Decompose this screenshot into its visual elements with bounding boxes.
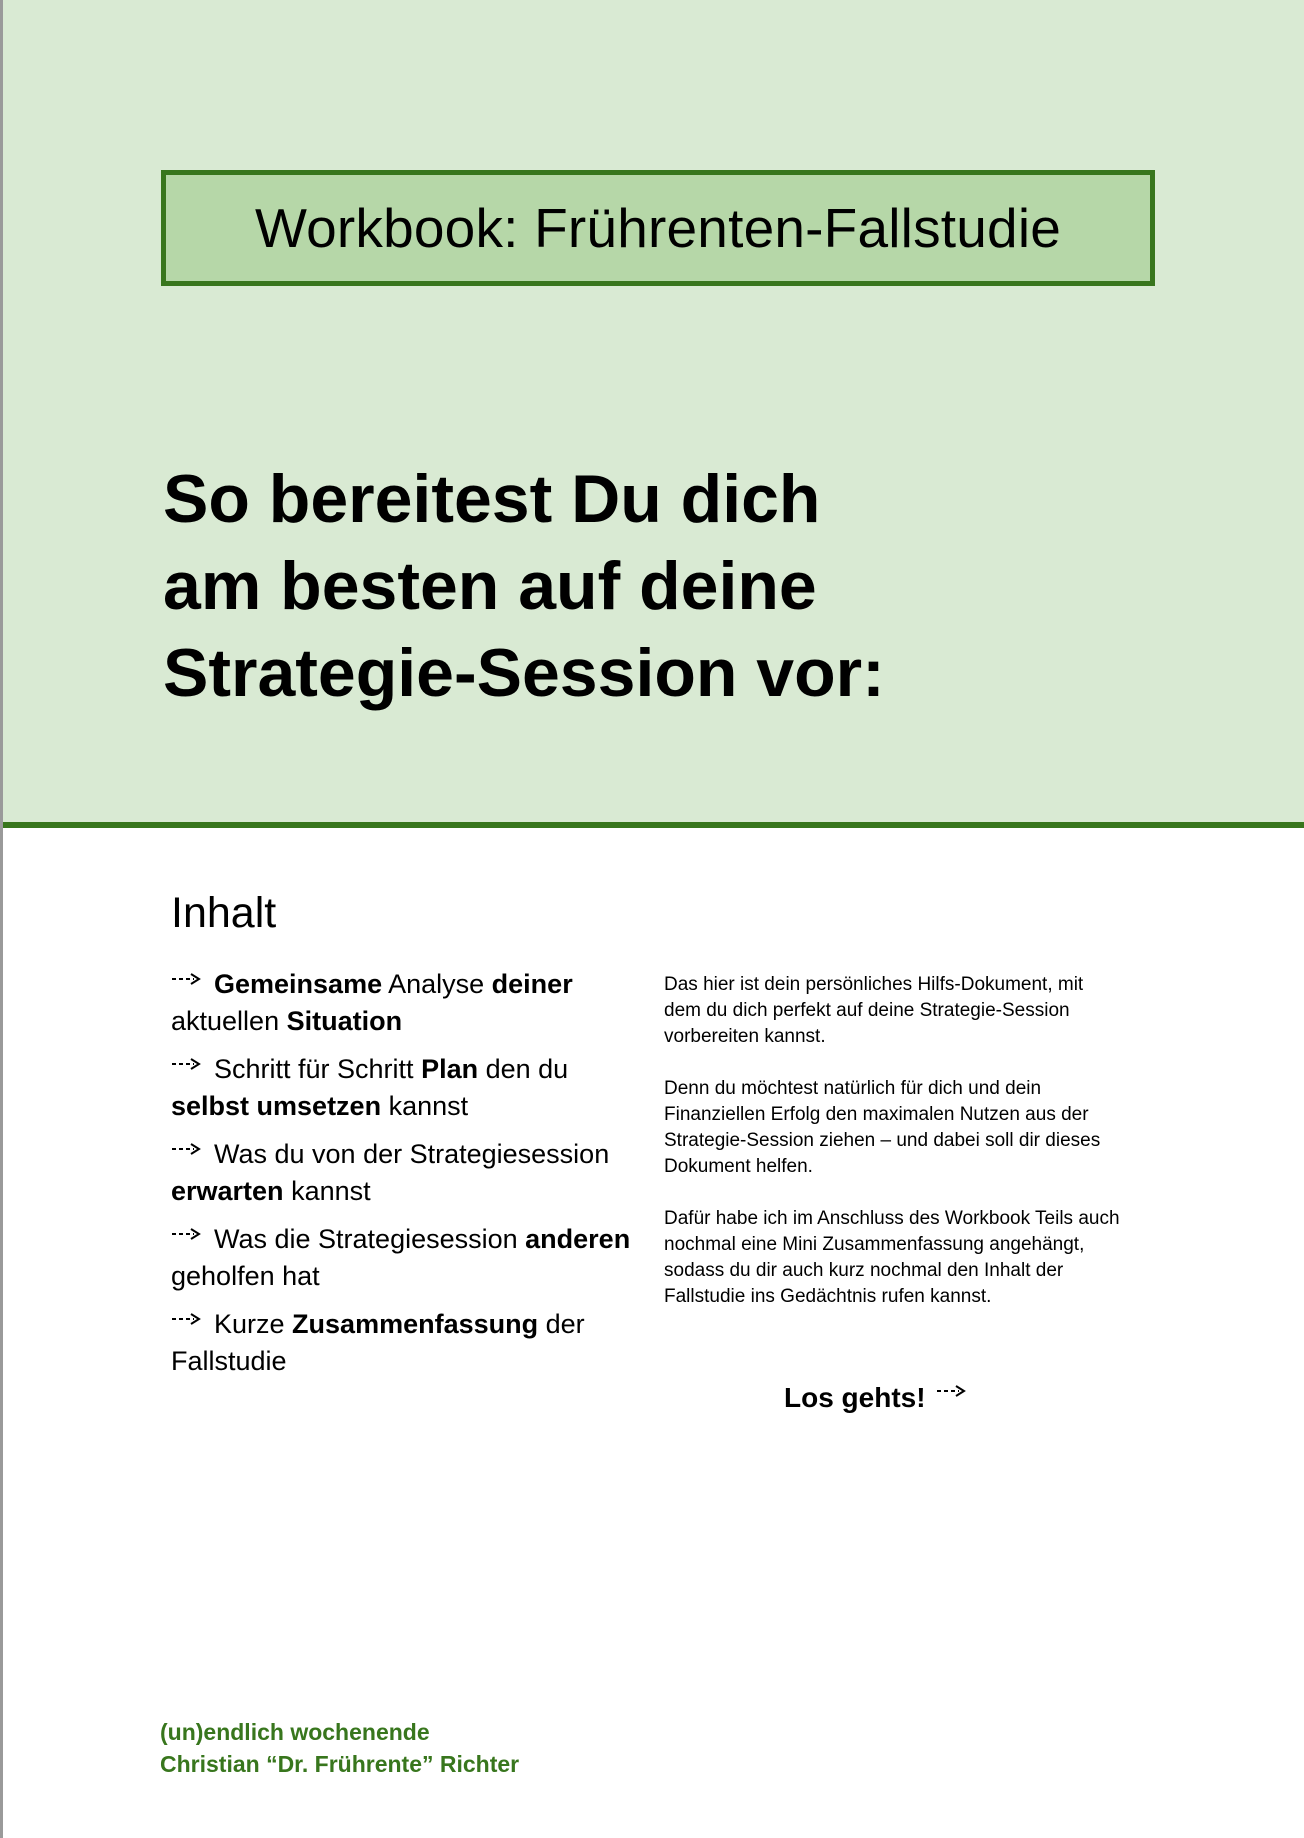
toc-text: aktuellen <box>171 1006 287 1036</box>
intro-paragraph-3: Dafür habe ich im Anschluss des Workbook Teils auch nochmal eine Mini Zusammenfassung angehängt, sodass du dir auch kurz nochmal den Inhalt der Fallstudie ins Gedächtnis rufen kannst. <box>664 1208 1120 1307</box>
toc-text: Schritt für Schritt <box>214 1054 422 1084</box>
toc-text-bold: erwarten <box>171 1176 284 1206</box>
footer-brand: (un)endlich wochenende <box>160 1719 430 1745</box>
dashed-arrow-right-icon <box>171 1056 202 1072</box>
toc-text: Kurze <box>214 1309 293 1339</box>
toc-item <box>171 1136 651 1210</box>
dashed-arrow-right-icon <box>171 971 202 987</box>
toc-text-bold: Zusammenfassung <box>292 1309 539 1339</box>
los-gehts-cta <box>784 1380 967 1416</box>
headline-line-3: Strategie-Session vor: <box>163 635 885 711</box>
toc-text: kannst <box>283 1176 371 1206</box>
dashed-arrow-right-icon <box>171 1141 202 1157</box>
los-gehts-label: Los gehts! <box>784 1382 926 1413</box>
dashed-arrow-right-icon <box>171 1311 202 1327</box>
toc-item <box>171 966 651 1040</box>
toc-text: kannst <box>381 1091 469 1121</box>
toc-text: Was die Strategiesession <box>214 1224 526 1254</box>
document-title: Workbook: Frührenten-Fallstudie <box>254 196 1062 259</box>
headline-line-2: am besten auf deine <box>163 548 817 624</box>
toc-text-bold: Situation <box>286 1006 403 1036</box>
toc-text: geholfen hat <box>171 1261 320 1291</box>
toc-heading: Inhalt <box>171 889 277 937</box>
toc-text: der Fallstudie <box>171 1309 585 1376</box>
footer <box>160 1716 519 1780</box>
toc-text: den du <box>478 1054 569 1084</box>
headline-line-1: So bereitest Du dich <box>163 461 821 537</box>
toc-text: Was du von der Strategiesession <box>214 1139 610 1169</box>
footer-author: Christian “Dr. Frührente” Richter <box>160 1751 520 1777</box>
toc-text: Analyse <box>382 969 492 999</box>
title-box <box>161 170 1155 286</box>
toc-text-bold: anderen <box>525 1224 631 1254</box>
intro-paragraph-1: Das hier ist dein persönliches Hilfs-Dokument, mit dem du dich perfekt auf deine Strategie-Session vorbereiten kannst. <box>664 974 1084 1047</box>
toc-item <box>171 1221 651 1295</box>
dashed-arrow-right-icon <box>936 1383 967 1399</box>
toc-text-bold: deiner <box>491 969 573 999</box>
dashed-arrow-right-icon <box>171 1226 202 1242</box>
headline <box>163 456 1163 717</box>
hero-banner <box>3 0 1304 828</box>
intro-paragraph-2: Denn du möchtest natürlich für dich und dein Finanziellen Erfolg den maximalen Nutzen aus der Strategie-Session ziehen – und dabei soll dir dieses Dokument helfen. <box>664 1078 1101 1177</box>
toc-item <box>171 1306 651 1380</box>
intro-text <box>664 972 1124 1336</box>
toc-item <box>171 1051 651 1125</box>
toc-text-bold: selbst umsetzen <box>171 1091 382 1121</box>
toc-text-bold: Plan <box>421 1054 479 1084</box>
toc-text-bold: Gemeinsame <box>214 969 383 999</box>
table-of-contents <box>171 966 651 1391</box>
